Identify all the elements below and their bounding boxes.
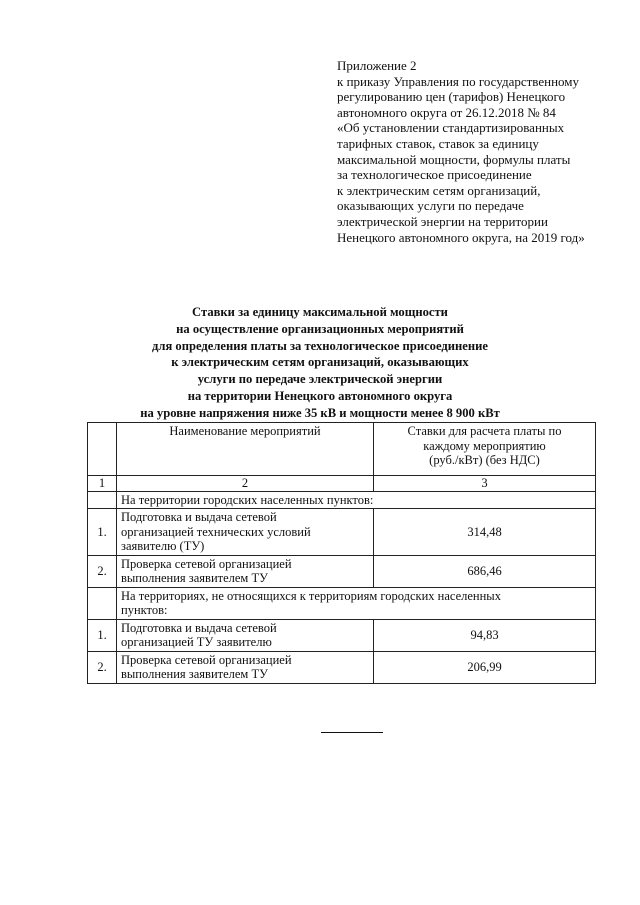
appendix-line: за технологическое присоединение (337, 167, 532, 183)
title-line: на территории Ненецкого автономного округа (187, 388, 453, 403)
title-line: для определения платы за технологическое присоединение (152, 338, 488, 353)
table-row (88, 619, 596, 651)
appendix-line: автономного округа от 26.12.2018 № 84 (337, 104, 556, 120)
column-index-row (88, 476, 596, 492)
row-name-line: Подготовка и выдача сетевой (121, 620, 277, 635)
row-name-line: организацией ТУ заявителю (121, 635, 272, 649)
appendix-line: регулированию цен (тарифов) Ненецкого (337, 89, 566, 105)
row-name (117, 509, 374, 556)
row-name-line: Подготовка и выдача сетевой (121, 510, 277, 524)
end-divider (321, 732, 383, 733)
title-line: на осуществление организационных мероприятий (176, 321, 464, 336)
appendix-header (337, 58, 637, 245)
section-row (88, 491, 596, 509)
appendix-line: электрической энергии на территории (337, 213, 548, 229)
section-title-line: пунктов: (121, 603, 168, 617)
row-number: 2. (88, 651, 117, 683)
header-rate-line: каждому мероприятию (423, 438, 546, 453)
title-line: услуги по передаче электрической энергии (197, 372, 443, 387)
row-name-line: выполнения заявителем ТУ (121, 667, 268, 681)
appendix-line: «Об установлении стандартизированных (337, 120, 565, 136)
title-line: к электрическим сетям организаций, оказывающих (171, 355, 469, 370)
row-number: 2. (88, 555, 117, 587)
row-name-line: Проверка сетевой организацией (121, 652, 292, 667)
column-index: 3 (374, 476, 596, 492)
row-number: 1. (88, 509, 117, 556)
appendix-line: тарифных ставок, ставок за единицу (337, 135, 539, 151)
row-rate-value: 314,48 (374, 509, 596, 556)
appendix-line: Ненецкого автономного округа, на 2019 год» (337, 229, 585, 245)
table-row (88, 509, 596, 556)
row-name (117, 555, 374, 587)
appendix-line: к электрическим сетям организаций, (337, 182, 541, 198)
row-name-line: Проверка сетевой организацией (121, 556, 292, 571)
section-title (117, 587, 596, 619)
header-name-cell: Наименование мероприятий (117, 423, 374, 476)
section-num-cell (88, 491, 117, 509)
row-name-line: организацией технических условий (121, 524, 311, 539)
section-row (88, 587, 596, 619)
table-row (88, 555, 596, 587)
header-rate-cell (374, 423, 596, 476)
row-rate-value: 206,99 (374, 651, 596, 683)
row-rate-value: 686,46 (374, 555, 596, 587)
row-name (117, 651, 374, 683)
title-line: Ставки за единицу максимальной мощности (192, 305, 448, 319)
rates-table (87, 422, 596, 684)
header-rate-line: (руб./кВт) (без НДС) (429, 453, 540, 467)
section-num-cell (88, 587, 117, 619)
appendix-line: Приложение 2 (337, 58, 417, 73)
row-number: 1. (88, 619, 117, 651)
appendix-line: оказывающих услуги по передаче (337, 198, 524, 214)
table-row (88, 651, 596, 683)
row-name (117, 619, 374, 651)
header-num-cell (88, 423, 117, 476)
section-title: На территории городских населенных пунктов: (117, 491, 596, 509)
header-rate-line: Ставки для расчета платы по (407, 424, 562, 438)
appendix-line: максимальной мощности, формулы платы (337, 151, 571, 167)
row-name-line: выполнения заявителем ТУ (121, 571, 268, 585)
table-header-row (88, 423, 596, 476)
column-index: 2 (117, 476, 374, 492)
appendix-line: к приказу Управления по государственному (337, 73, 580, 89)
column-index: 1 (88, 476, 117, 492)
row-name-line: заявителю (ТУ) (121, 539, 205, 553)
title-line: на уровне напряжения ниже 35 кВ и мощности менее 8 900 кВт (140, 405, 500, 420)
document-title (0, 304, 640, 422)
row-rate-value: 94,83 (374, 619, 596, 651)
section-title-line: На территориях, не относящихся к территориям городских населенных (121, 588, 501, 603)
